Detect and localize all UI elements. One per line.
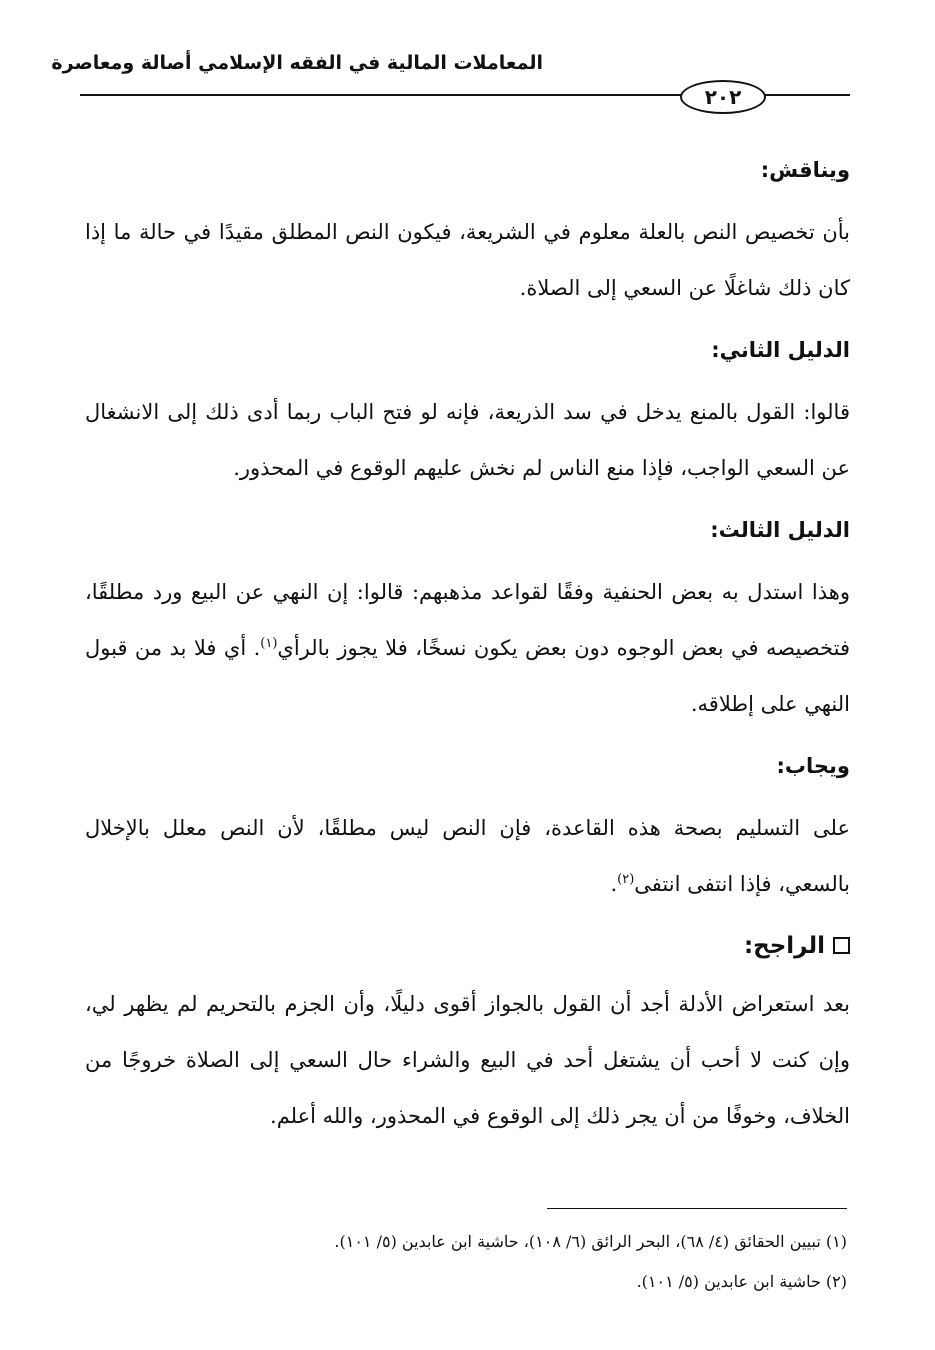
- answer-text-end: .: [610, 872, 618, 896]
- footnote-2: (٢) حاشية ابن عابدين (٥/ ١٠١).: [636, 1272, 847, 1291]
- answer-text: على التسليم بصحة هذه القاعدة، فإن النص ليس مطلقًا، لأن النص معلل بالإخلال بالسعي، فإذا انتفى انتفى: [85, 816, 850, 896]
- footnote-separator: [547, 1208, 847, 1209]
- footnote-ref-2[interactable]: (٢): [617, 872, 635, 887]
- answer-heading: ويجاب:: [776, 754, 850, 778]
- evidence-three-heading: الدليل الثالث:: [710, 518, 850, 542]
- preferred-heading: [85, 918, 850, 974]
- evidence-three-paragraph: [85, 564, 850, 732]
- main-text: [85, 140, 850, 1150]
- objection-heading: ويناقش:: [760, 158, 850, 182]
- footnote-ref-1[interactable]: (١): [260, 636, 278, 651]
- square-bullet-icon: [833, 937, 850, 954]
- objection-paragraph: بأن تخصيص النص بالعلة معلوم في الشريعة، فيكون النص المطلق مقيدًا في حالة ما إذا كان ذلك شاغلًا عن السعي إلى الصلاة.: [85, 220, 850, 300]
- page-number: ٢٠٢: [680, 80, 766, 114]
- footnote-1: (١) تبيين الحقائق (٤/ ٦٨)، البحر الرائق (٦/ ١٠٨)، حاشية ابن عابدين (٥/ ١٠١).: [334, 1232, 847, 1251]
- evidence-two-paragraph: قالوا: القول بالمنع يدخل في سد الذريعة، فإنه لو فتح الباب ربما أدى ذلك إلى الانشغال عن السعي الواجب، فإذا منع الناس لم نخش عليهم الوقوع في المحذور.: [85, 400, 850, 480]
- evidence-three-text-end: . أي فلا بد من قبول النهي على إطلاقه.: [85, 636, 850, 716]
- footnotes: [87, 1222, 847, 1302]
- running-header-title: المعاملات المالية في الفقه الإسلامي أصالة ومعاصرة: [51, 52, 543, 74]
- evidence-three-text: وهذا استدل به بعض الحنفية وفقًا لقواعد مذهبهم: قالوا: إن النهي عن البيع ورد مطلقًا، فتخصيصه في بعض الوجوه دون بعض يكون نسخًا، فلا يجوز بالرأي: [85, 580, 850, 660]
- answer-paragraph: [85, 800, 850, 912]
- preferred-paragraph: بعد استعراض الأدلة أجد أن القول بالجواز أقوى دليلًا، وأن الجزم بالتحريم لم يظهر لي، وإن كنت لا أحب أن يشتغل أحد في البيع والشراء حال السعي إلى الصلاة خروجًا من الخلاف، وخوفًا من أن يجر ذلك إلى الوقوع في المحذور، والله أعلم.: [85, 992, 850, 1128]
- evidence-two-heading: الدليل الثاني:: [711, 338, 850, 362]
- preferred-heading-label: الراجح:: [743, 933, 825, 959]
